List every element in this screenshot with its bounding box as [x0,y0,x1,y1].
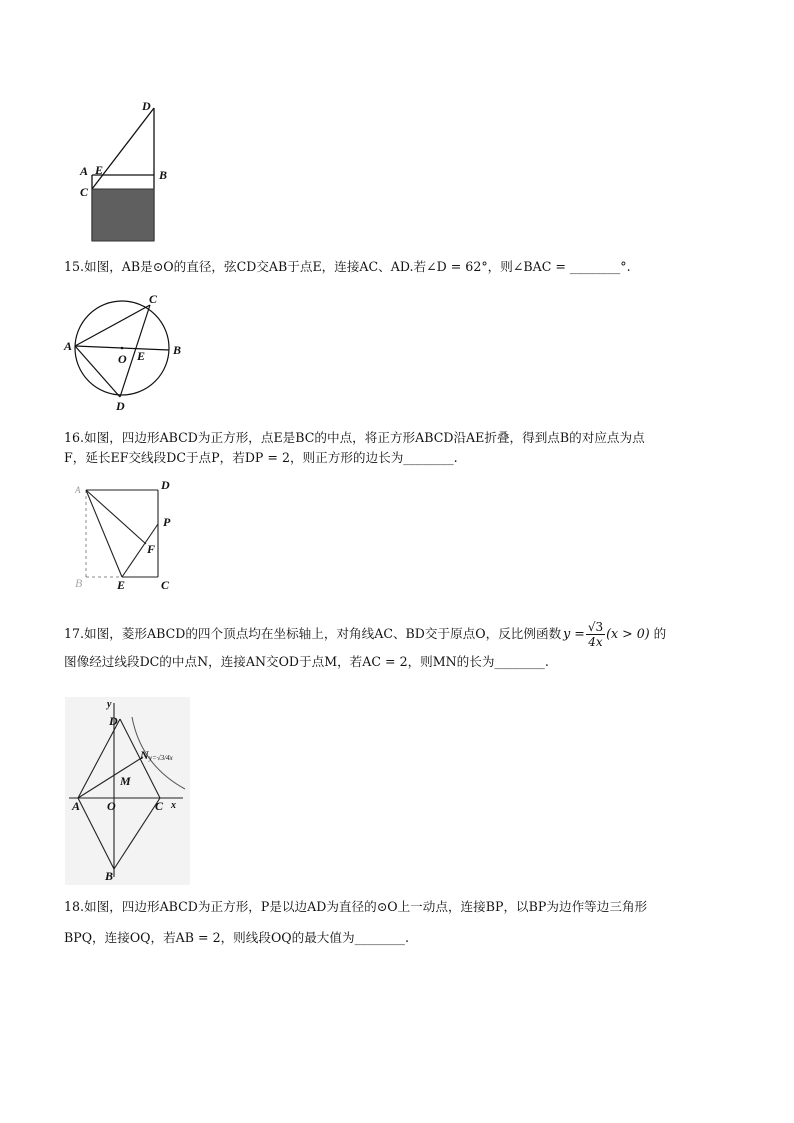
figure-q17-svg [65,697,190,885]
label-f: F [147,542,156,556]
label-b: B [159,168,168,182]
label-x-axis: x [171,800,176,811]
label-b: B [105,869,114,883]
segment-an [78,757,143,798]
label-d: D [116,399,125,413]
figure-q16-svg [70,480,185,592]
label-n: N [140,748,149,762]
label-a: A [80,164,89,178]
figure-q15 [62,288,192,416]
question-17-line-1 [64,620,734,648]
fold-line-ae [86,490,122,577]
question-17-line-2: 图像经过线段DC的中点N，连接AN交OD于点M，若AC = 2，则MN的长为________. [64,654,549,669]
label-b: B [75,576,83,590]
figure-q14-svg [70,96,180,246]
question-16 [64,428,734,468]
label-o: O [107,799,116,813]
segment-af [86,490,146,544]
question-15-text: 15.如图，AB是⊙O的直径，弦CD交AB于点E，连接AC、AD.若∠D = 62°，则∠BAC = ________°. [64,259,631,274]
label-e: E [95,163,104,177]
figure-q17 [65,697,190,885]
function-fraction [586,620,605,649]
label-a: A [75,485,81,495]
label-d: D [161,478,170,492]
question-17-line-1-text: 17.如图，菱形ABCD的四个顶点均在坐标轴上，对角线AC、BD交于原点O，反比例函数 [64,626,562,641]
question-15 [64,257,734,277]
label-c: C [80,185,89,199]
function-numerator: √3 [587,619,604,634]
function-prefix: y = [563,626,585,641]
question-17-line-1-end: 的 [653,626,667,641]
question-18-line-2: BPQ，连接OQ，若AB = 2，则线段OQ的最大值为________. [64,930,409,945]
question-18-line-1: 18.如图，四边形ABCD为正方形，P是以边AD为直径的⊙O上一动点，连接BP，以BP为边作等边三角形 [64,899,648,914]
label-a: A [72,799,81,813]
function-denominator: 4x [588,634,603,649]
label-b: B [173,343,182,357]
figure-q14 [70,96,180,246]
figure-q15-svg [62,288,192,416]
label-e: E [117,578,126,592]
question-16-line-2: F，延长EF交线段DC于点P，若DP = 2，则正方形的边长为________. [64,450,458,465]
question-16-line-1: 16.如图，四边形ABCD为正方形，点E是BC的中点，将正方形ABCD沿AE折叠，得到点B的对应点为点 [64,430,645,445]
label-o: O [118,352,127,366]
label-d: D [109,714,118,728]
label-y-axis: y [107,699,112,710]
question-17 [64,620,734,672]
label-c: C [149,292,158,306]
label-c: C [155,799,164,813]
label-function: y=√3/4x [149,754,173,762]
label-p: P [163,515,171,529]
shaded-rectangle [92,189,154,241]
label-d: D [142,99,151,113]
side-cb [114,798,160,869]
label-m: M [120,774,131,788]
question-18 [64,897,734,948]
label-c: C [161,578,170,592]
function-condition: (x > 0) [606,626,650,641]
figure-q16 [70,480,185,592]
label-a: A [64,339,73,353]
center-point [121,347,124,350]
label-e: E [137,349,146,363]
